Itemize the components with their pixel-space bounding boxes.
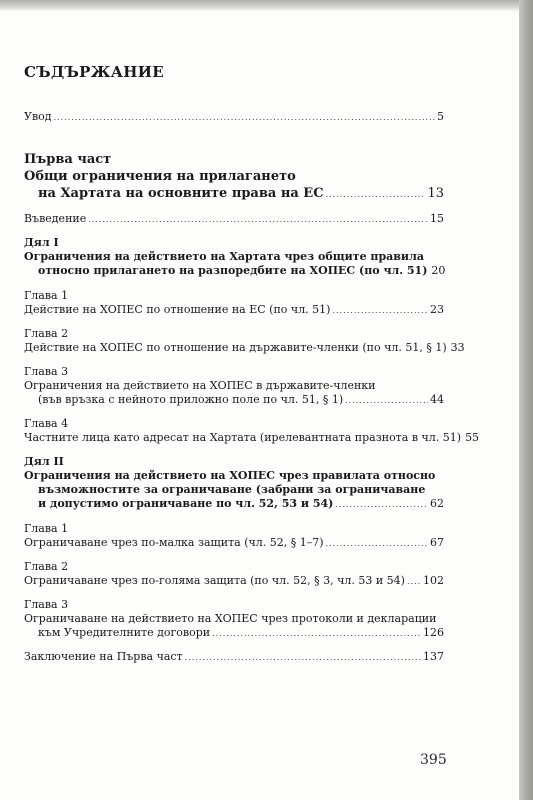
toc-title: СЪДЪРЖАНИЕ (24, 63, 164, 81)
toc-entry-introduction[interactable] (24, 212, 444, 227)
leader-dots (407, 575, 421, 589)
page-number: 395 (420, 752, 447, 768)
chapter-label: Глава 4 (24, 417, 69, 430)
chapter-title-line1: Ограничения на действието на ХОПЕС в държавите-членки (24, 379, 376, 392)
toc-entry-section1[interactable] (24, 264, 444, 279)
toc-entry-s1-ch2[interactable] (24, 341, 465, 356)
toc-entry-intro[interactable] (24, 110, 444, 125)
section-title-line1: Ограничения на действието на Хартата чрез общите правила (24, 250, 424, 263)
leader-dots (185, 651, 421, 665)
toc-page-number: 33 (450, 341, 465, 354)
toc-entry-label: Заключение на Първа част (24, 650, 183, 663)
chapter-title-line1: Ограничаване на действието на ХОПЕС чрез протоколи и декларации (24, 612, 437, 625)
section-title-line2: относно прилагането на разпоредбите на ХОПЕС (по чл. 51) (38, 264, 428, 277)
part-title-line2: на Хартата на основните права на ЕС (38, 186, 324, 201)
toc-page-number: 126 (423, 626, 444, 639)
chapter-label: Глава 2 (24, 327, 69, 340)
chapter-label: Глава 3 (24, 365, 69, 378)
toc-entry-s2-ch1[interactable] (24, 536, 444, 551)
chapter-title: Частните лица като адресат на Хартата (ирелевантната празнота в чл. 51) (24, 431, 462, 444)
chapter-title: Ограничаване чрез по-малка защита (чл. 52, § 1–7) (24, 536, 324, 549)
section-title-line3: и допустимо ограничаване по чл. 52, 53 и 54) (38, 497, 334, 510)
toc-entry-s2-ch3[interactable] (24, 626, 444, 641)
leader-dots (335, 498, 428, 512)
toc-page-number: 20 (431, 264, 446, 277)
toc-page-number: 62 (430, 497, 444, 510)
chapter-label: Глава 2 (24, 560, 69, 573)
chapter-title-line2: към Учредителните договори (38, 626, 211, 639)
toc-entry-s1-ch1[interactable] (24, 303, 444, 318)
toc-entry-section2[interactable] (24, 497, 444, 512)
toc-page-number: 55 (465, 431, 480, 444)
section-label: Дял II (24, 455, 64, 468)
toc-page-number: 15 (430, 212, 444, 225)
toc-entry-label: Въведение (24, 212, 87, 225)
leader-dots (326, 187, 426, 203)
leader-dots (54, 111, 435, 125)
toc-page-number: 137 (423, 650, 444, 663)
page-top-shadow (0, 0, 533, 12)
leader-dots (212, 627, 421, 641)
toc-entry-label: Увод (24, 110, 52, 123)
chapter-title-line2: (във връзка с нейното приложно поле по чл. 51, § 1) (38, 393, 344, 406)
chapter-label: Глава 1 (24, 522, 69, 535)
leader-dots (88, 213, 428, 227)
leader-dots (326, 537, 428, 551)
page-edge-shadow (519, 0, 533, 800)
toc-page-number: 23 (430, 303, 444, 316)
chapter-label: Глава 1 (24, 289, 69, 302)
chapter-title: Действие на ХОПЕС по отношение на държавите-членки (по чл. 51, § 1) (24, 341, 447, 354)
section-title-line2: възможностите за ограничаване (забрани за ограничаване (38, 483, 426, 496)
toc-entry-conclusion[interactable] (24, 650, 444, 665)
part-title-line1: Общи ограничения на прилагането (24, 169, 296, 184)
toc-page-number: 5 (437, 110, 444, 123)
toc-page-number: 44 (430, 393, 444, 406)
leader-dots (332, 304, 428, 318)
toc-page-number: 67 (430, 536, 444, 549)
part-label: Първа част (24, 152, 112, 167)
toc-entry-s1-ch3[interactable] (24, 393, 444, 408)
toc-entry-s2-ch2[interactable] (24, 574, 444, 589)
chapter-label: Глава 3 (24, 598, 69, 611)
chapter-title: Действие на ХОПЕС по отношение на ЕС (по чл. 51) (24, 303, 331, 316)
toc-page-number: 13 (427, 186, 444, 201)
toc-page-number: 102 (423, 574, 444, 587)
leader-dots (345, 394, 428, 408)
section-title-line1: Ограничения на действието на ХОПЕС чрез правилата относно (24, 469, 436, 482)
chapter-title: Ограничаване чрез по-голяма защита (по чл. 52, § 3, чл. 53 и 54) (24, 574, 405, 587)
toc-entry-part1[interactable] (24, 186, 444, 203)
toc-entry-s1-ch4[interactable] (24, 431, 480, 446)
section-label: Дял I (24, 236, 59, 249)
